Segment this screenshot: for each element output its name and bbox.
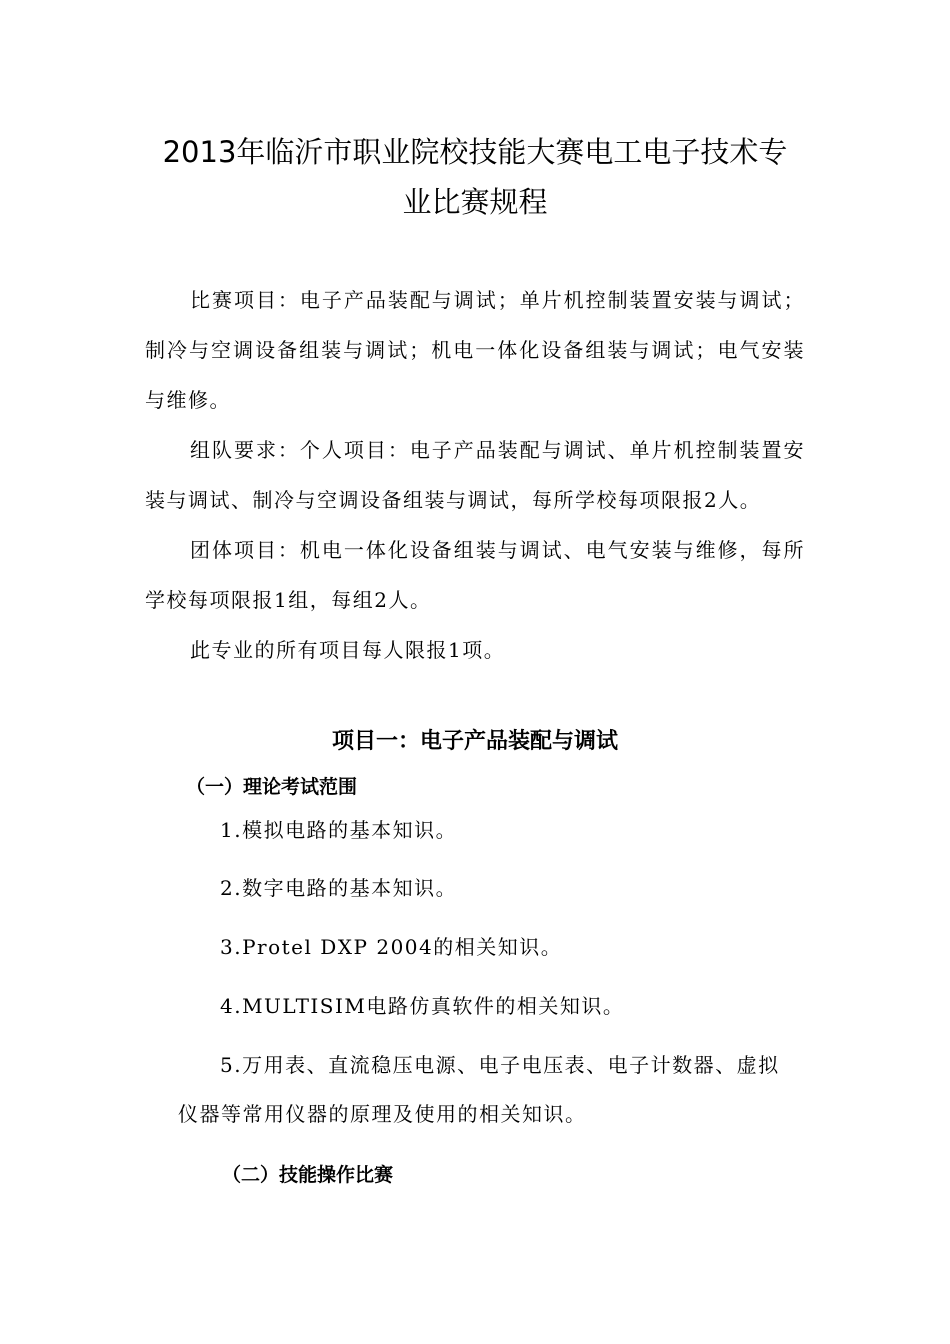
paragraph-group-items: 团体项目：机电一体化设备组装与调试、电气安装与维修，每所学校每项限报1组，每组2人。: [145, 538, 805, 612]
subsection-theory-heading: （一）理论考试范围: [186, 776, 358, 798]
document-title-line-1: 2013年临沂市职业院校技能大赛电工电子技术专: [162, 135, 788, 169]
subsection-skills-heading: （二）技能操作比赛: [222, 1164, 394, 1186]
list-item: 2.数字电路的基本知识。: [220, 876, 458, 900]
document-title-line-2: 业比赛规程: [402, 185, 548, 219]
list-item: 5.万用表、直流稳压电源、电子电压表、电子计数器、虚拟: [220, 1053, 780, 1077]
list-item: 4.MULTISIM电路仿真软件的相关知识。: [220, 994, 625, 1018]
section-title: 项目一：电子产品装配与调试: [331, 729, 618, 754]
list-item-continuation: 仪器等常用仪器的原理及使用的相关知识。: [178, 1102, 587, 1126]
paragraph-limit: 此专业的所有项目每人限报1项。: [190, 638, 506, 662]
list-item: 3.Protel DXP 2004的相关知识。: [220, 935, 563, 959]
paragraph-competition-items: 比赛项目：电子产品装配与调试；单片机控制装置安装与调试；制冷与空调设备组装与调试；机电一体化设备组装与调试；电气安装与维修。: [145, 288, 805, 412]
list-item: 1.模拟电路的基本知识。: [220, 818, 458, 842]
paragraph-team-requirements: 组队要求：个人项目：电子产品装配与调试、单片机控制装置安装与调试、制冷与空调设备组装与调试，每所学校每项限报2人。: [145, 438, 805, 512]
